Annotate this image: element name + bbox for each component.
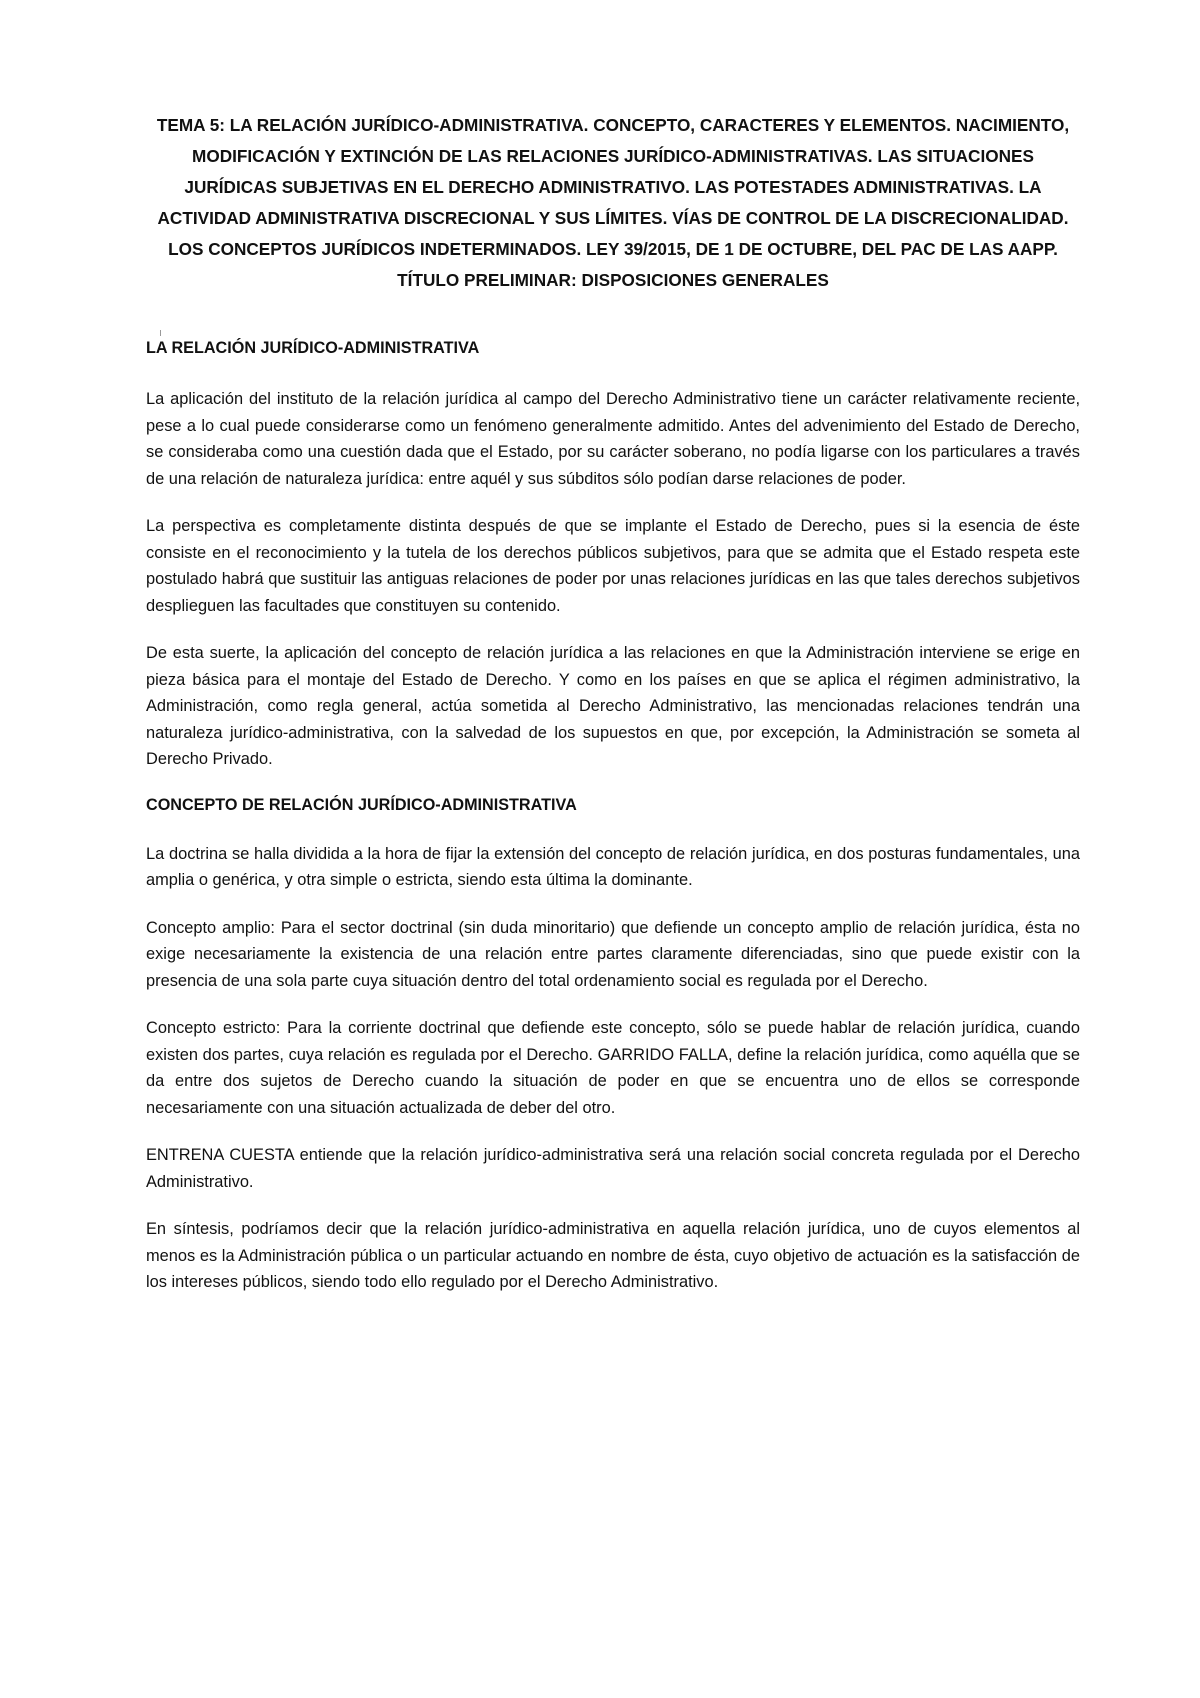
document-title: TEMA 5: LA RELACIÓN JURÍDICO-ADMINISTRATIVA. CONCEPTO, CARACTERES Y ELEMENTOS. NACIMIENTO, MODIFICACIÓN Y EXTINCIÓN DE LAS RELACIONES JURÍDICO-ADMINISTRATIVAS. LAS SITUACIONES JURÍDICAS SUBJETIVAS EN EL DERECHO ADMINISTRATIVO. LAS POTESTADES ADMINISTRATIVAS. LA ACTIVIDAD ADMINISTRATIVA DISCRECIONAL Y SUS LÍMITES. VÍAS DE CONTROL DE LA DISCRECIONALIDAD. LOS CONCEPTOS JURÍDICOS INDETERMINADOS. LEY 39/2015, DE 1 DE OCTUBRE, DEL PAC DE LAS AAPP. TÍTULO PRELIMINAR: DISPOSICIONES GENERALES [156,115,1070,290]
paragraph: La perspectiva es completamente distinta después de que se implante el Estado de Derecho, pues si la esencia de éste consiste en el reconocimiento y la tutela de los derechos públicos subjetivos, para que se admita que el Estado respeta este postulado habrá que sustituir las antiguas relaciones de poder por unas relaciones jurídicas en las que tales derechos subjetivos desplieguen las facultades que constituyen su contenido. [146,517,1080,615]
paragraph: ENTRENA CUESTA entiende que la relación jurídico-administrativa será una relación social concreta regulada por el Derecho Administrativo. [146,1146,1080,1191]
paragraph: Concepto estricto: Para la corriente doctrinal que defiende este concepto, sólo se puede hablar de relación jurídica, cuando existen dos partes, cuya relación es regulada por el Derecho. GARRIDO FALLA, define la relación jurídica, como aquélla que se da entre dos sujetos de Derecho cuando la situación de poder en que se encuentra uno de ellos se corresponde necesariamente con una situación actualizada de deber del otro. [146,1019,1080,1117]
paragraph: En síntesis, podríamos decir que la relación jurídico-administrativa en aquella relación jurídica, uno de cuyos elementos al menos es la Administración pública o un particular actuando en nombre de ésta, cuyo objetivo de actuación es la satisfacción de los intereses públicos, siendo todo ello regulado por el Derecho Administrativo. [146,1220,1080,1291]
paragraph: De esta suerte, la aplicación del concepto de relación jurídica a las relaciones en que la Administración interviene se erige en pieza básica para el montaje del Estado de Derecho. Y como en los países en que se aplica el régimen administrativo, la Administración, como regla general, actúa sometida al Derecho Administrativo, las mencionadas relaciones tendrán una naturaleza jurídico-administrativa, con la salvedad de los supuestos en que, por excepción, la Administración se someta al Derecho Privado. [146,644,1080,768]
section-heading-concepto: CONCEPTO DE RELACIÓN JURÍDICO-ADMINISTRATIVA [146,795,577,814]
section-heading-relacion: LA RELACIÓN JURÍDICO-ADMINISTRATIVA [146,339,480,357]
stray-mark [160,330,161,336]
paragraph: Concepto amplio: Para el sector doctrinal (sin duda minoritario) que defiende un concepto amplio de relación jurídica, ésta no exige necesariamente la existencia de una relación entre partes claramente diferenciadas, sino que puede existir con la presencia de una sola parte cuya situación dentro del total ordenamiento social es regulada por el Derecho. [146,918,1080,990]
paragraph: La doctrina se halla dividida a la hora de fijar la extensión del concepto de relación jurídica, en dos posturas fundamentales, una amplia o genérica, y otra simple o estricta, siendo esta última la dominante. [146,844,1080,889]
paragraph: La aplicación del instituto de la relación jurídica al campo del Derecho Administrativo tiene un carácter relativamente reciente, pese a lo cual puede considerarse como un fenómeno generalmente admitido. Antes del advenimiento del Estado de Derecho, se consideraba como una cuestión dada que el Estado, por su carácter soberano, no podía ligarse con los particulares a través de una relación de naturaleza jurídica: entre aquél y sus súbditos sólo podían darse relaciones de poder. [146,390,1080,488]
